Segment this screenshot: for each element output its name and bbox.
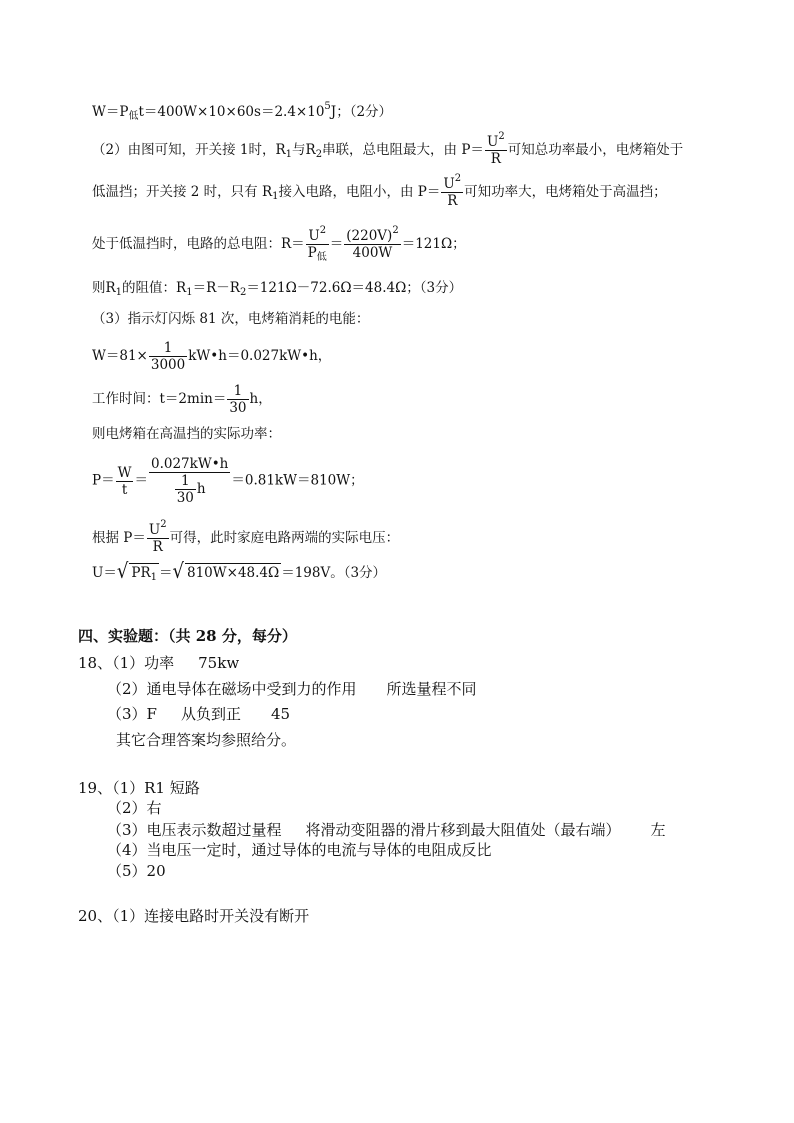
solution-line-power <box>92 456 364 506</box>
answer-18-2 <box>107 679 477 699</box>
text: ＝121Ω－72.6Ω＝48.4Ω；（3分） <box>246 280 463 296</box>
text: 处于低温挡时，电路的总电阻：R＝ <box>92 236 305 252</box>
fraction <box>441 173 463 209</box>
superscript: 5 <box>324 101 331 112</box>
text: ＝121Ω； <box>401 236 466 252</box>
solution-line-energy <box>92 340 331 373</box>
numerator: U <box>443 176 455 192</box>
text: J；（2分） <box>330 104 393 120</box>
subscript: 1 <box>150 572 157 583</box>
numerator: 0.027kW•h <box>150 456 229 472</box>
text: 根据 P＝ <box>92 530 146 546</box>
numerator: (220V) <box>346 228 393 244</box>
superscript: 2 <box>160 519 167 530</box>
numerator: U <box>148 522 161 538</box>
text: 低温挡；开关接 2 时，只有 R <box>92 184 273 200</box>
answer-18-1 <box>78 653 239 673</box>
text: W＝P <box>92 104 129 120</box>
text: （2）通电导体在磁场中受到力的作用 <box>107 680 357 698</box>
numerator: 1 <box>227 383 248 400</box>
solution-line-work <box>92 102 392 122</box>
answer-19-3 <box>107 820 666 840</box>
unit: h <box>196 481 206 497</box>
text: （3）指示灯闪烁 81 次，电烤箱消耗的电能： <box>92 311 370 327</box>
text: （3）电压表示数超过量程 <box>107 821 282 839</box>
equals: ＝ <box>159 565 173 581</box>
text: 18、（1）功率 <box>78 654 175 672</box>
denominator: 400W <box>352 245 393 261</box>
fraction <box>116 465 134 498</box>
superscript: 2 <box>498 131 505 142</box>
answer-19-4: （4）当电压一定时，通过导体的电流与导体的电阻成反比 <box>107 841 492 859</box>
answer-18-note: 其它合理答案均参照给分。 <box>116 731 297 749</box>
solution-line-time <box>92 383 272 416</box>
numerator: U <box>308 228 320 244</box>
denominator: 30 <box>229 400 247 416</box>
superscript: 2 <box>454 173 462 184</box>
fraction <box>344 225 400 261</box>
text: 将滑动变阻器的滑片移到最大阻值处（最右端） <box>305 821 621 839</box>
subscript: 1 <box>272 191 279 202</box>
text: kW•h＝0.027kW•h， <box>188 348 332 364</box>
text: U＝ <box>92 565 117 581</box>
answer-18-3 <box>107 704 290 724</box>
denominator: 3000 <box>150 357 186 373</box>
sqrt-content <box>129 563 159 582</box>
answer-19-5: （5）20 <box>107 862 166 880</box>
subscript: 2 <box>315 149 323 160</box>
text: ＝0.81kW＝810W； <box>231 472 364 489</box>
section-heading-experiments: 四、实验题：（共 28 分，每分） <box>78 627 297 645</box>
text: ＝R－R <box>192 280 240 296</box>
answer-19-2: （2）右 <box>107 799 162 817</box>
text: 左 <box>650 821 666 839</box>
text: W＝81× <box>92 348 148 364</box>
radicand: 810W×48.4Ω <box>186 565 280 581</box>
fraction <box>306 225 329 263</box>
solution-line-voltage <box>92 559 387 584</box>
denominator: R <box>490 151 501 167</box>
subscript: 低 <box>128 111 139 122</box>
text: t＝400W×10×60s＝2.4×10 <box>138 104 325 120</box>
text: ＝198V。（3分） <box>281 565 387 581</box>
solution-line-power-intro <box>92 424 281 444</box>
denominator: R <box>447 193 458 209</box>
numerator: 1 <box>175 473 196 490</box>
text: 与R <box>292 142 316 158</box>
numerator: U <box>486 134 499 150</box>
subscript: 低 <box>316 252 327 263</box>
solution-line-part3-intro <box>92 309 369 329</box>
text: （3）F <box>107 705 157 723</box>
inner-fraction <box>175 473 196 506</box>
text: 可知总功率最小，电烤箱处于 <box>507 142 684 158</box>
text: h， <box>249 391 272 407</box>
text: 则R <box>92 280 116 296</box>
denominator: R <box>152 539 163 555</box>
fraction <box>149 340 187 373</box>
subscript: 1 <box>186 287 193 298</box>
answer-19-1: 19、（1）R1 短路 <box>78 779 200 797</box>
sqrt-sign: √ <box>172 559 184 584</box>
fraction <box>147 519 169 555</box>
fraction <box>227 383 248 416</box>
subscript: 1 <box>285 149 293 160</box>
solution-line-r1-value <box>92 278 462 298</box>
text: 可知功率大，电烤箱处于高温挡； <box>464 184 667 200</box>
text: 45 <box>270 705 291 723</box>
numerator: W <box>117 464 132 481</box>
subscript: 1 <box>115 287 123 298</box>
text: 接入电路，电阻小，由 P＝ <box>278 184 441 200</box>
sqrt-sign: √ <box>116 559 129 584</box>
text: 则电烤箱在高温挡的实际功率： <box>92 426 281 442</box>
fraction <box>485 131 507 167</box>
text: （2）由图可知，开关接 1时，R <box>92 142 286 158</box>
denominator: P <box>307 245 317 261</box>
text: 串联，总电阻最大，由 P＝ <box>322 142 484 158</box>
solution-line-parallel-analysis <box>92 173 667 209</box>
equals: ＝ <box>329 236 344 252</box>
text: 75kw <box>198 654 240 672</box>
solution-line-series-analysis <box>92 131 684 167</box>
solution-line-total-resistance <box>92 225 466 263</box>
text: 所选量程不同 <box>386 680 477 698</box>
subscript: 2 <box>239 287 247 298</box>
text: P＝ <box>92 472 115 489</box>
superscript: 2 <box>392 225 399 236</box>
text: 从负到正 <box>180 705 241 723</box>
compound-fraction <box>149 456 230 506</box>
denominator: 30 <box>176 490 194 506</box>
text: 的阻值：R <box>122 280 187 296</box>
denominator: t <box>121 481 128 498</box>
text: 工作时间：t＝2min＝ <box>92 391 227 407</box>
radicand: PR <box>131 565 151 581</box>
answer-20-1: 20、（1）连接电路时开关没有断开 <box>78 907 310 925</box>
numerator: 1 <box>149 340 187 357</box>
solution-line-voltage-intro <box>92 519 400 555</box>
text: 可得，此时家庭电路两端的实际电压： <box>169 530 400 546</box>
superscript: 2 <box>319 225 327 236</box>
equals: ＝ <box>134 472 148 489</box>
